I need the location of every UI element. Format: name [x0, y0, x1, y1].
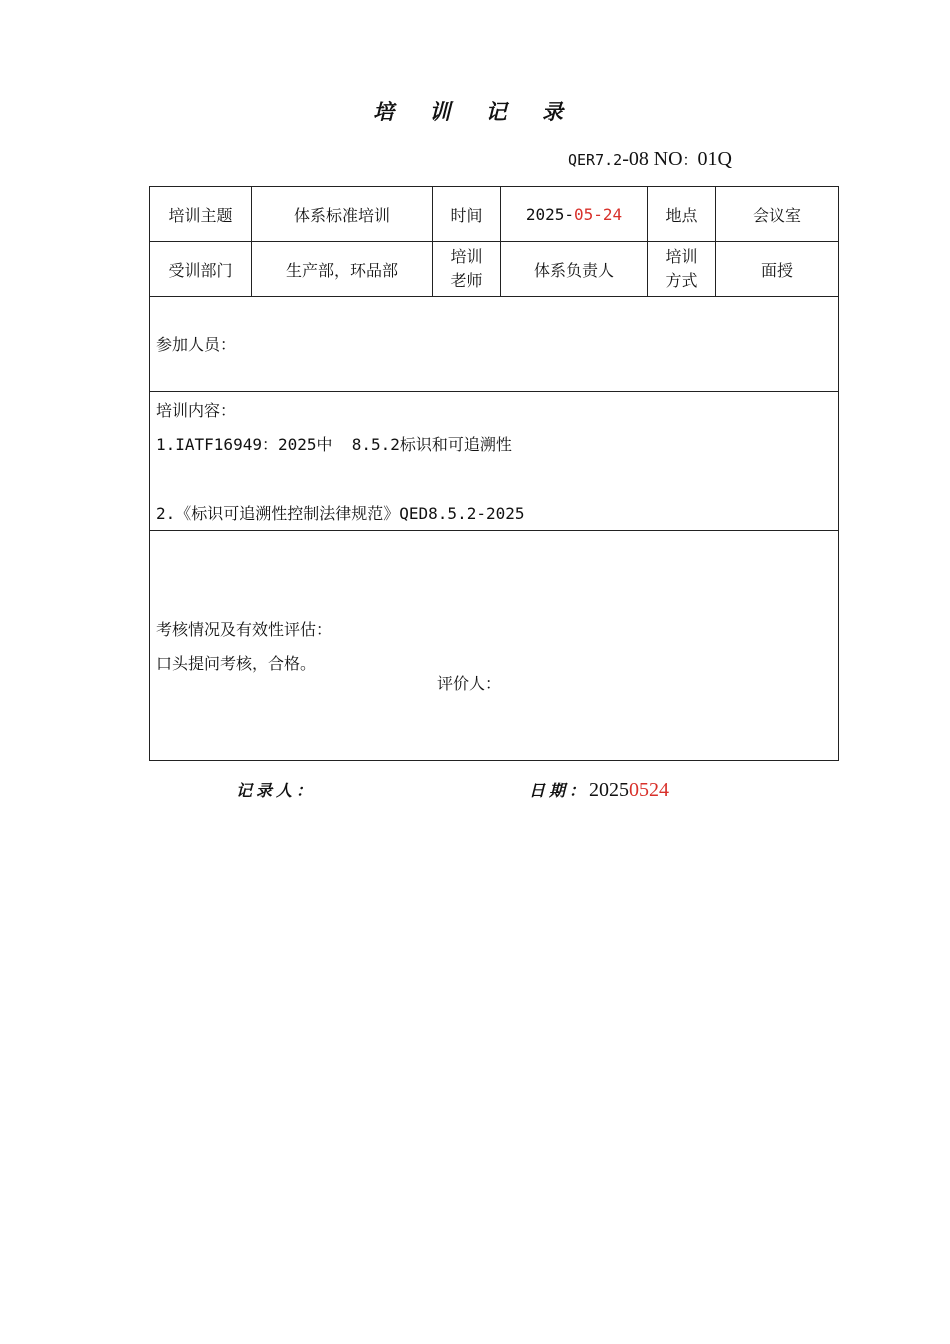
- doc-no-sep: ：: [682, 151, 698, 169]
- doc-code-prefix: QER7.2: [568, 151, 623, 169]
- teacher-label-line1: 培训: [450, 247, 483, 266]
- method-label: [648, 242, 716, 297]
- content-label: 培训内容：: [156, 400, 237, 420]
- method-label-line2: 方式: [665, 271, 698, 290]
- topic-value: 体系标准培训: [252, 187, 433, 242]
- date-label: 日期：: [529, 781, 590, 800]
- date-field: [529, 778, 669, 802]
- time-label: 时间: [433, 187, 501, 242]
- department-label: 受训部门: [150, 242, 252, 297]
- participants-cell: [150, 297, 839, 392]
- time-month-day: 05-24: [574, 204, 623, 224]
- table-row: [150, 187, 839, 242]
- time-year: 2025-: [525, 204, 574, 224]
- participants-label: 参加人员：: [156, 335, 237, 354]
- document-code: [568, 148, 732, 171]
- training-record-table: [149, 186, 839, 761]
- content-item-1: 1.IATF16949：2025中 8.5.2标识和可追溯性: [156, 434, 512, 454]
- assessment-cell: [150, 531, 839, 761]
- content-item-2: 2.《标识可追溯性控制法律规范》QED8.5.2-2025: [156, 503, 525, 523]
- place-label: 地点: [648, 187, 716, 242]
- teacher-label: [433, 242, 501, 297]
- document-title: 培 训 记 录: [373, 99, 577, 124]
- assessment-value: 口头提问考核，合格。: [156, 653, 317, 673]
- recorder-label: 记录人：: [236, 781, 317, 800]
- method-value: 面授: [716, 242, 839, 297]
- teacher-label-line2: 老师: [450, 271, 483, 290]
- teacher-value: 体系负责人: [501, 242, 648, 297]
- table-row: [150, 392, 839, 531]
- place-value: 会议室: [716, 187, 839, 242]
- table-row: [150, 297, 839, 392]
- table-row: [150, 531, 839, 761]
- doc-code-suffix: -08: [622, 148, 649, 170]
- doc-no-value: 01Q: [697, 148, 732, 170]
- topic-label: 培训主题: [150, 187, 252, 242]
- doc-no-label: NO: [653, 148, 683, 170]
- recorder-field: [236, 778, 316, 801]
- time-value: [501, 187, 648, 242]
- date-year: 2025: [589, 779, 630, 801]
- department-value: 生产部，环品部: [252, 242, 433, 297]
- date-month-day: 0524: [629, 779, 670, 801]
- evaluator-label: 评价人：: [437, 674, 502, 693]
- method-label-line1: 培训: [665, 247, 698, 266]
- content-cell: [150, 392, 839, 531]
- table-row: [150, 242, 839, 297]
- assessment-label: 考核情况及有效性评估：: [156, 619, 333, 639]
